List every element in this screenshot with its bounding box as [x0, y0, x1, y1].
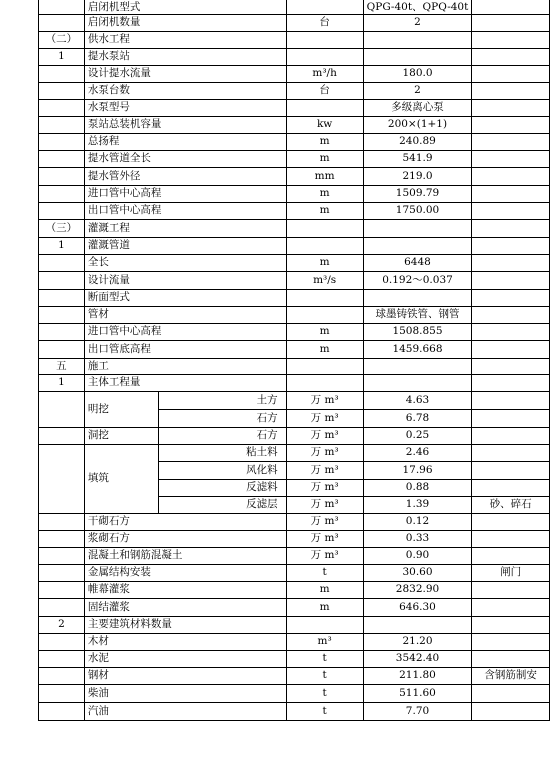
item-name-cell: 启闭机型式	[84, 0, 286, 14]
unit-cell: 万 m³	[286, 530, 363, 547]
value-cell	[363, 374, 472, 391]
item-name-cell: 金属结构安装	[84, 564, 286, 581]
value-cell: 2832.90	[363, 581, 472, 598]
value-cell: 0.12	[363, 513, 472, 530]
table-row	[39, 133, 550, 150]
row-number-cell	[39, 340, 85, 358]
item-name-cell: 干砌石方	[84, 513, 286, 530]
note-cell	[472, 306, 550, 323]
row-number-cell	[39, 150, 85, 167]
group-name-cell: 洞挖	[84, 427, 158, 444]
value-cell	[363, 289, 472, 306]
note-cell	[472, 133, 550, 150]
unit-cell: 台	[286, 82, 363, 99]
row-number-cell	[39, 581, 85, 598]
item-name-cell: 水泵台数	[84, 82, 286, 99]
row-number-cell	[39, 116, 85, 133]
unit-cell: m³/s	[286, 271, 363, 289]
unit-cell: 万 m³	[286, 444, 363, 461]
value-cell: 30.60	[363, 564, 472, 581]
note-cell	[472, 14, 550, 31]
table-row	[39, 684, 550, 702]
row-number-cell	[39, 289, 85, 306]
item-name-cell: 进口管中心高程	[84, 323, 286, 340]
value-cell: 1750.00	[363, 202, 472, 219]
value-cell: 541.9	[363, 150, 472, 167]
data-table	[38, 0, 550, 721]
row-number-cell	[39, 202, 85, 219]
sub-item-cell: 反滤料	[159, 479, 287, 496]
value-cell: 1459.668	[363, 340, 472, 358]
table-row	[39, 48, 550, 65]
unit-cell	[286, 616, 363, 633]
table-row	[39, 581, 550, 598]
unit-cell: m	[286, 254, 363, 271]
unit-cell: m	[286, 150, 363, 167]
unit-cell: m	[286, 598, 363, 616]
row-number-cell	[39, 598, 85, 616]
unit-cell: 万 m³	[286, 496, 363, 513]
row-number-cell	[39, 254, 85, 271]
table-row	[39, 237, 550, 254]
unit-cell	[286, 31, 363, 48]
table-row	[39, 547, 550, 564]
note-cell	[472, 116, 550, 133]
row-number-cell	[39, 702, 85, 720]
table-row	[39, 289, 550, 306]
item-name-cell: 出口管中心高程	[84, 202, 286, 219]
row-number-cell: 2	[39, 616, 85, 633]
item-name-cell: 施工	[84, 358, 286, 374]
note-cell	[472, 391, 550, 409]
table-row	[39, 219, 550, 237]
value-cell: 7.70	[363, 702, 472, 720]
row-number-cell	[39, 99, 85, 116]
note-cell	[472, 409, 550, 427]
item-name-cell: 浆砌石方	[84, 530, 286, 547]
note-cell	[472, 0, 550, 14]
unit-cell: 万 m³	[286, 547, 363, 564]
table-row	[39, 271, 550, 289]
note-cell	[472, 150, 550, 167]
value-cell	[363, 237, 472, 254]
unit-cell: 万 m³	[286, 513, 363, 530]
unit-cell: m³	[286, 633, 363, 650]
unit-cell	[286, 374, 363, 391]
unit-cell: kw	[286, 116, 363, 133]
value-cell	[363, 616, 472, 633]
note-cell: 砂、碎石	[472, 496, 550, 513]
value-cell: 0.192～0.037	[363, 271, 472, 289]
row-number-cell	[39, 323, 85, 340]
row-number-cell: （二）	[39, 31, 85, 48]
row-number-cell: （三）	[39, 219, 85, 237]
value-cell: 1509.79	[363, 185, 472, 202]
unit-cell	[286, 0, 363, 14]
row-number-cell	[39, 271, 85, 289]
table-row	[39, 391, 550, 409]
value-cell: 多级离心泵	[363, 99, 472, 116]
value-cell: 2.46	[363, 444, 472, 461]
item-name-cell: 管材	[84, 306, 286, 323]
row-number-cell	[39, 513, 85, 530]
table-row	[39, 185, 550, 202]
row-number-cell: 1	[39, 237, 85, 254]
row-number-cell	[39, 684, 85, 702]
value-cell: 4.63	[363, 391, 472, 409]
item-name-cell: 启闭机数量	[84, 14, 286, 31]
unit-cell: t	[286, 564, 363, 581]
row-number-cell	[39, 650, 85, 667]
unit-cell: m	[286, 340, 363, 358]
table-row	[39, 616, 550, 633]
row-number-cell: 五	[39, 358, 85, 374]
table-row	[39, 99, 550, 116]
note-cell	[472, 479, 550, 496]
value-cell: 17.96	[363, 461, 472, 479]
row-number-cell	[39, 167, 85, 185]
value-cell	[363, 48, 472, 65]
unit-cell: m	[286, 581, 363, 598]
row-number-cell: 1	[39, 374, 85, 391]
table-row	[39, 254, 550, 271]
value-cell: 0.33	[363, 530, 472, 547]
table-row	[39, 530, 550, 547]
item-name-cell: 钢材	[84, 667, 286, 684]
note-cell	[472, 427, 550, 444]
row-number-cell	[39, 633, 85, 650]
unit-cell: t	[286, 667, 363, 684]
unit-cell: m	[286, 133, 363, 150]
group-name-cell: 填筑	[84, 444, 158, 513]
row-number-cell	[39, 547, 85, 564]
note-cell	[472, 271, 550, 289]
sub-item-cell: 反滤层	[159, 496, 287, 513]
table-row	[39, 444, 550, 461]
value-cell: 2	[363, 14, 472, 31]
table-row	[39, 167, 550, 185]
value-cell	[363, 358, 472, 374]
table-row	[39, 306, 550, 323]
item-name-cell: 全长	[84, 254, 286, 271]
unit-cell	[286, 289, 363, 306]
unit-cell: 万 m³	[286, 479, 363, 496]
table-row	[39, 513, 550, 530]
table-row	[39, 633, 550, 650]
unit-cell: m	[286, 202, 363, 219]
sub-item-cell: 石方	[159, 409, 287, 427]
table-row	[39, 340, 550, 358]
item-name-cell: 出口管底高程	[84, 340, 286, 358]
row-number-cell	[39, 667, 85, 684]
item-name-cell: 柴油	[84, 684, 286, 702]
table-row	[39, 0, 550, 14]
unit-cell: m³/h	[286, 65, 363, 82]
row-number-cell	[39, 391, 85, 427]
value-cell: 6.78	[363, 409, 472, 427]
note-cell	[472, 684, 550, 702]
value-cell: 646.30	[363, 598, 472, 616]
sub-item-cell: 石方	[159, 427, 287, 444]
table-row	[39, 427, 550, 444]
value-cell: 180.0	[363, 65, 472, 82]
item-name-cell: 供水工程	[84, 31, 286, 48]
table-row	[39, 65, 550, 82]
note-cell	[472, 650, 550, 667]
note-cell	[472, 513, 550, 530]
table-row	[39, 702, 550, 720]
note-cell	[472, 289, 550, 306]
item-name-cell: 混凝土和钢筋混凝土	[84, 547, 286, 564]
table-row	[39, 150, 550, 167]
table-row	[39, 667, 550, 684]
value-cell: 球墨铸铁管、钢管	[363, 306, 472, 323]
item-name-cell: 水泵型号	[84, 99, 286, 116]
note-cell: 闸门	[472, 564, 550, 581]
table-row	[39, 598, 550, 616]
note-cell	[472, 547, 550, 564]
table-row	[39, 323, 550, 340]
value-cell: 1508.855	[363, 323, 472, 340]
value-cell	[363, 31, 472, 48]
table-body	[39, 0, 550, 720]
item-name-cell: 固结灌浆	[84, 598, 286, 616]
value-cell: QPG-40t、QPQ-40t	[363, 0, 472, 14]
note-cell	[472, 65, 550, 82]
item-name-cell: 提水泵站	[84, 48, 286, 65]
unit-cell	[286, 237, 363, 254]
note-cell	[472, 185, 550, 202]
row-number-cell	[39, 133, 85, 150]
unit-cell	[286, 219, 363, 237]
value-cell: 219.0	[363, 167, 472, 185]
sub-item-cell: 风化料	[159, 461, 287, 479]
group-name-cell: 明挖	[84, 391, 158, 427]
unit-cell: t	[286, 702, 363, 720]
unit-cell: m	[286, 323, 363, 340]
note-cell	[472, 616, 550, 633]
note-cell	[472, 254, 550, 271]
item-name-cell: 灌溉工程	[84, 219, 286, 237]
note-cell	[472, 323, 550, 340]
row-number-cell	[39, 530, 85, 547]
note-cell	[472, 374, 550, 391]
table-row	[39, 82, 550, 99]
item-name-cell: 提水管外径	[84, 167, 286, 185]
unit-cell	[286, 48, 363, 65]
unit-cell: t	[286, 684, 363, 702]
note-cell	[472, 219, 550, 237]
note-cell	[472, 598, 550, 616]
table-row	[39, 14, 550, 31]
note-cell	[472, 340, 550, 358]
item-name-cell: 设计流量	[84, 271, 286, 289]
value-cell: 2	[363, 82, 472, 99]
note-cell	[472, 702, 550, 720]
note-cell	[472, 167, 550, 185]
note-cell: 含钢筋制安	[472, 667, 550, 684]
value-cell: 511.60	[363, 684, 472, 702]
value-cell: 240.89	[363, 133, 472, 150]
item-name-cell: 帷幕灌浆	[84, 581, 286, 598]
row-number-cell	[39, 65, 85, 82]
note-cell	[472, 581, 550, 598]
value-cell: 0.25	[363, 427, 472, 444]
note-cell	[472, 633, 550, 650]
unit-cell	[286, 358, 363, 374]
row-number-cell	[39, 14, 85, 31]
table-row	[39, 650, 550, 667]
value-cell: 211.80	[363, 667, 472, 684]
value-cell: 6448	[363, 254, 472, 271]
row-number-cell	[39, 306, 85, 323]
row-number-cell: 1	[39, 48, 85, 65]
table-row	[39, 31, 550, 48]
unit-cell: 万 m³	[286, 461, 363, 479]
value-cell: 0.88	[363, 479, 472, 496]
unit-cell	[286, 306, 363, 323]
unit-cell: 台	[286, 14, 363, 31]
item-name-cell: 总扬程	[84, 133, 286, 150]
item-name-cell: 主体工程量	[84, 374, 286, 391]
item-name-cell: 主要建筑材料数量	[84, 616, 286, 633]
note-cell	[472, 237, 550, 254]
table-row	[39, 202, 550, 219]
row-number-cell	[39, 0, 85, 14]
unit-cell: mm	[286, 167, 363, 185]
item-name-cell: 提水管道全长	[84, 150, 286, 167]
note-cell	[472, 444, 550, 461]
sub-item-cell: 土方	[159, 391, 287, 409]
value-cell: 3542.40	[363, 650, 472, 667]
value-cell: 0.90	[363, 547, 472, 564]
note-cell	[472, 48, 550, 65]
item-name-cell: 进口管中心高程	[84, 185, 286, 202]
unit-cell: 万 m³	[286, 427, 363, 444]
table-row	[39, 358, 550, 374]
note-cell	[472, 461, 550, 479]
sub-item-cell: 粘土料	[159, 444, 287, 461]
unit-cell: 万 m³	[286, 391, 363, 409]
row-number-cell	[39, 564, 85, 581]
row-number-cell	[39, 427, 85, 444]
table-row	[39, 374, 550, 391]
item-name-cell: 灌溉管道	[84, 237, 286, 254]
value-cell: 21.20	[363, 633, 472, 650]
note-cell	[472, 202, 550, 219]
table-row	[39, 116, 550, 133]
unit-cell: 万 m³	[286, 409, 363, 427]
row-number-cell	[39, 82, 85, 99]
item-name-cell: 汽油	[84, 702, 286, 720]
note-cell	[472, 530, 550, 547]
value-cell	[363, 219, 472, 237]
item-name-cell: 木材	[84, 633, 286, 650]
item-name-cell: 设计提水流量	[84, 65, 286, 82]
item-name-cell: 水泥	[84, 650, 286, 667]
note-cell	[472, 358, 550, 374]
item-name-cell: 断面型式	[84, 289, 286, 306]
row-number-cell	[39, 185, 85, 202]
note-cell	[472, 82, 550, 99]
unit-cell	[286, 99, 363, 116]
note-cell	[472, 99, 550, 116]
unit-cell: t	[286, 650, 363, 667]
note-cell	[472, 31, 550, 48]
unit-cell: m	[286, 185, 363, 202]
table-row	[39, 564, 550, 581]
row-number-cell	[39, 444, 85, 513]
item-name-cell: 泵站总装机容量	[84, 116, 286, 133]
value-cell: 200×(1+1)	[363, 116, 472, 133]
value-cell: 1.39	[363, 496, 472, 513]
